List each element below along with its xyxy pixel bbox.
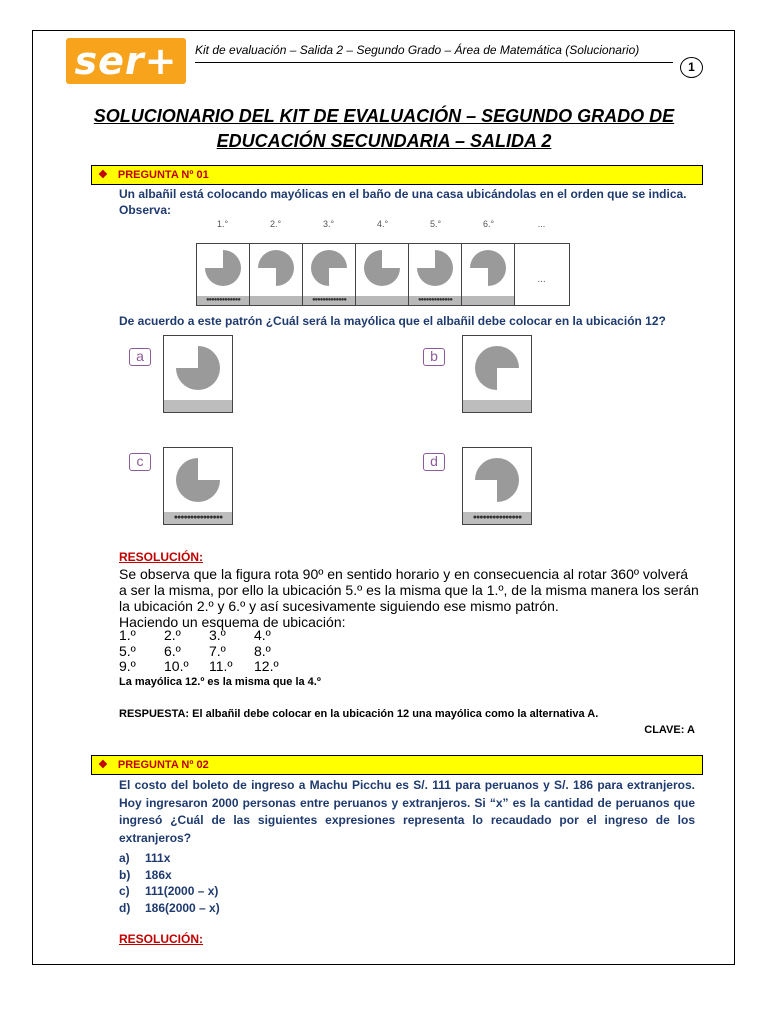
- option-letter: c): [119, 884, 130, 898]
- scheme-row: [119, 628, 299, 644]
- option-item[interactable]: [119, 883, 220, 900]
- option-expression: 186x: [145, 867, 172, 882]
- option-letter: d): [119, 900, 131, 915]
- ser-logo: ser+: [66, 38, 186, 84]
- page-title: [80, 104, 688, 154]
- option-a-label[interactable]: a: [129, 348, 151, 366]
- pie-shape-icon: [176, 346, 220, 390]
- header-divider: [195, 62, 673, 63]
- answer-1: RESPUESTA: El albañil debe colocar en la ubicación 12 una mayólica como la alternativa A.: [119, 708, 599, 720]
- scheme-cell: 9.º: [119, 658, 136, 674]
- option-b-tile[interactable]: [462, 335, 532, 413]
- position-label: 2.°: [269, 219, 282, 229]
- question-1-text: [119, 186, 695, 218]
- tile-2: [250, 244, 303, 305]
- question-1-text-line2: Observa:: [119, 203, 172, 217]
- tile-1: [197, 244, 250, 305]
- option-c-label[interactable]: c: [129, 453, 151, 471]
- page-title-line1: SOLUCIONARIO DEL KIT DE EVALUACIÓN – SEGUNDO GRADO DE: [93, 106, 675, 126]
- tile-3: [303, 244, 356, 305]
- question-2-options: [119, 850, 220, 916]
- header-text: Kit de evaluación – Salida 2 – Segundo Grado – Área de Matemática (Solucionario): [195, 43, 640, 57]
- dotted-band: ●●●●●●●●●●●●●: [417, 297, 453, 303]
- pie-shape-icon: [417, 250, 453, 286]
- option-d-tile[interactable]: [462, 447, 532, 525]
- position-label: 5.°: [429, 219, 442, 229]
- pie-shape-icon: [475, 458, 519, 502]
- tile-band: [356, 296, 408, 305]
- option-a-tile[interactable]: [163, 335, 233, 413]
- option-expression: 111(2000 – x): [145, 884, 219, 898]
- pie-shape-icon: [364, 250, 400, 286]
- scheme-cell: 7.º: [209, 642, 226, 659]
- scheme-cell: 1.º: [119, 627, 136, 643]
- option-item[interactable]: [119, 850, 220, 867]
- diamond-bullet-icon: ❖: [98, 169, 108, 181]
- dotted-band: ●●●●●●●●●●●●●●●: [472, 514, 522, 521]
- scheme-row: [119, 659, 299, 675]
- option-item[interactable]: [119, 900, 220, 917]
- tile-band: [462, 296, 514, 305]
- tile-band: [250, 296, 302, 305]
- resolution-1-conclusion: La mayólica 12.º es la misma que la 4.º: [119, 676, 321, 688]
- option-letter: a): [119, 851, 130, 865]
- resolution-1-scheme-intro: Haciendo un esquema de ubicación:: [119, 614, 346, 630]
- position-label: 6.°: [482, 219, 495, 229]
- pie-shape-icon: [311, 250, 347, 286]
- tile-6: [462, 244, 515, 305]
- dotted-band: ●●●●●●●●●●●●●: [311, 297, 347, 303]
- question-2-header: [91, 755, 703, 775]
- option-item[interactable]: [119, 867, 220, 884]
- dotted-band: ●●●●●●●●●●●●●: [205, 297, 241, 303]
- position-scheme: [119, 628, 299, 675]
- dotted-band: ●●●●●●●●●●●●●●●: [173, 514, 223, 521]
- tile-ellipsis: [515, 244, 568, 305]
- position-label: ...: [537, 219, 546, 229]
- page-number: 1: [680, 57, 703, 78]
- pie-shape-icon: [475, 346, 519, 390]
- question-1-header: [91, 165, 703, 185]
- scheme-cell: 12.º: [254, 658, 279, 674]
- tile-band: [164, 400, 232, 412]
- page-title-line2: EDUCACIÓN SECUNDARIA – SALIDA 2: [216, 131, 552, 151]
- tile-ellipsis-text: ...: [537, 274, 546, 285]
- tile-band: [463, 400, 531, 412]
- pie-shape-icon: [205, 250, 241, 286]
- resolution-1-text: [119, 566, 699, 630]
- option-expression: 111x: [145, 851, 171, 865]
- pie-shape-icon: [176, 458, 220, 502]
- tile-sequence: [196, 243, 570, 306]
- scheme-cell: 6.º: [164, 642, 181, 659]
- tile-4: [356, 244, 409, 305]
- scheme-row: [119, 644, 299, 660]
- pie-shape-icon: [470, 250, 506, 286]
- scheme-cell: 11.º: [209, 658, 233, 674]
- scheme-cell: 5.º: [119, 642, 136, 659]
- question-1-label: PREGUNTA Nº 01: [117, 169, 209, 181]
- scheme-cell: 2.º: [164, 627, 181, 643]
- question-1-prompt: De acuerdo a este patrón ¿Cuál será la mayólica que el albañil debe colocar en la ubicación 12?: [119, 314, 666, 328]
- resolution-1-paragraph: Se observa que la figura rota 90º en sentido horario y en consecuencia al rotar 360º volverá a ser la misma, por ello la ubicación 5.º es la misma que la 1.º, de la misma manera los serán la ubicación 2.º y 6.º y así sucesivamente siguiendo ese mismo patrón.: [119, 566, 699, 614]
- option-c-tile[interactable]: [163, 447, 233, 525]
- scheme-cell: 3.º: [209, 627, 226, 643]
- diamond-bullet-icon: ❖: [98, 759, 108, 771]
- resolution-1-heading: RESOLUCIÓN:: [119, 550, 203, 564]
- option-d-label[interactable]: d: [423, 453, 445, 471]
- question-2-text: El costo del boleto de ingreso a Machu Picchu es S/. 111 para peruanos y S/. 186 para extranjeros. Hoy ingresaron 2000 personas entre peruanos y extranjeros. Si “x” es la cantidad de peruanos que ingresó ¿Cuál de las siguientes expresiones representa lo recaudado por el ingreso de los extranjeros?: [119, 778, 695, 845]
- resolution-2-heading: RESOLUCIÓN:: [119, 932, 203, 946]
- position-label: 1.°: [216, 219, 229, 229]
- scheme-cell: 4.º: [254, 627, 271, 643]
- scheme-cell: 10.º: [164, 658, 189, 674]
- clave-1: CLAVE: A: [644, 724, 695, 736]
- tile-5: [409, 244, 462, 305]
- scheme-cell: 8.º: [254, 642, 271, 659]
- option-letter: b): [119, 867, 131, 882]
- position-label: 3.°: [322, 219, 335, 229]
- option-expression: 186(2000 – x): [145, 900, 220, 915]
- pie-shape-icon: [258, 250, 294, 286]
- question-2-label: PREGUNTA Nº 02: [117, 759, 209, 771]
- option-b-label[interactable]: b: [423, 348, 445, 366]
- question-1-text-line1: Un albañil está colocando mayólicas en el baño de una casa ubicándolas en el orden que se indica.: [119, 187, 687, 201]
- position-label: 4.°: [376, 219, 389, 229]
